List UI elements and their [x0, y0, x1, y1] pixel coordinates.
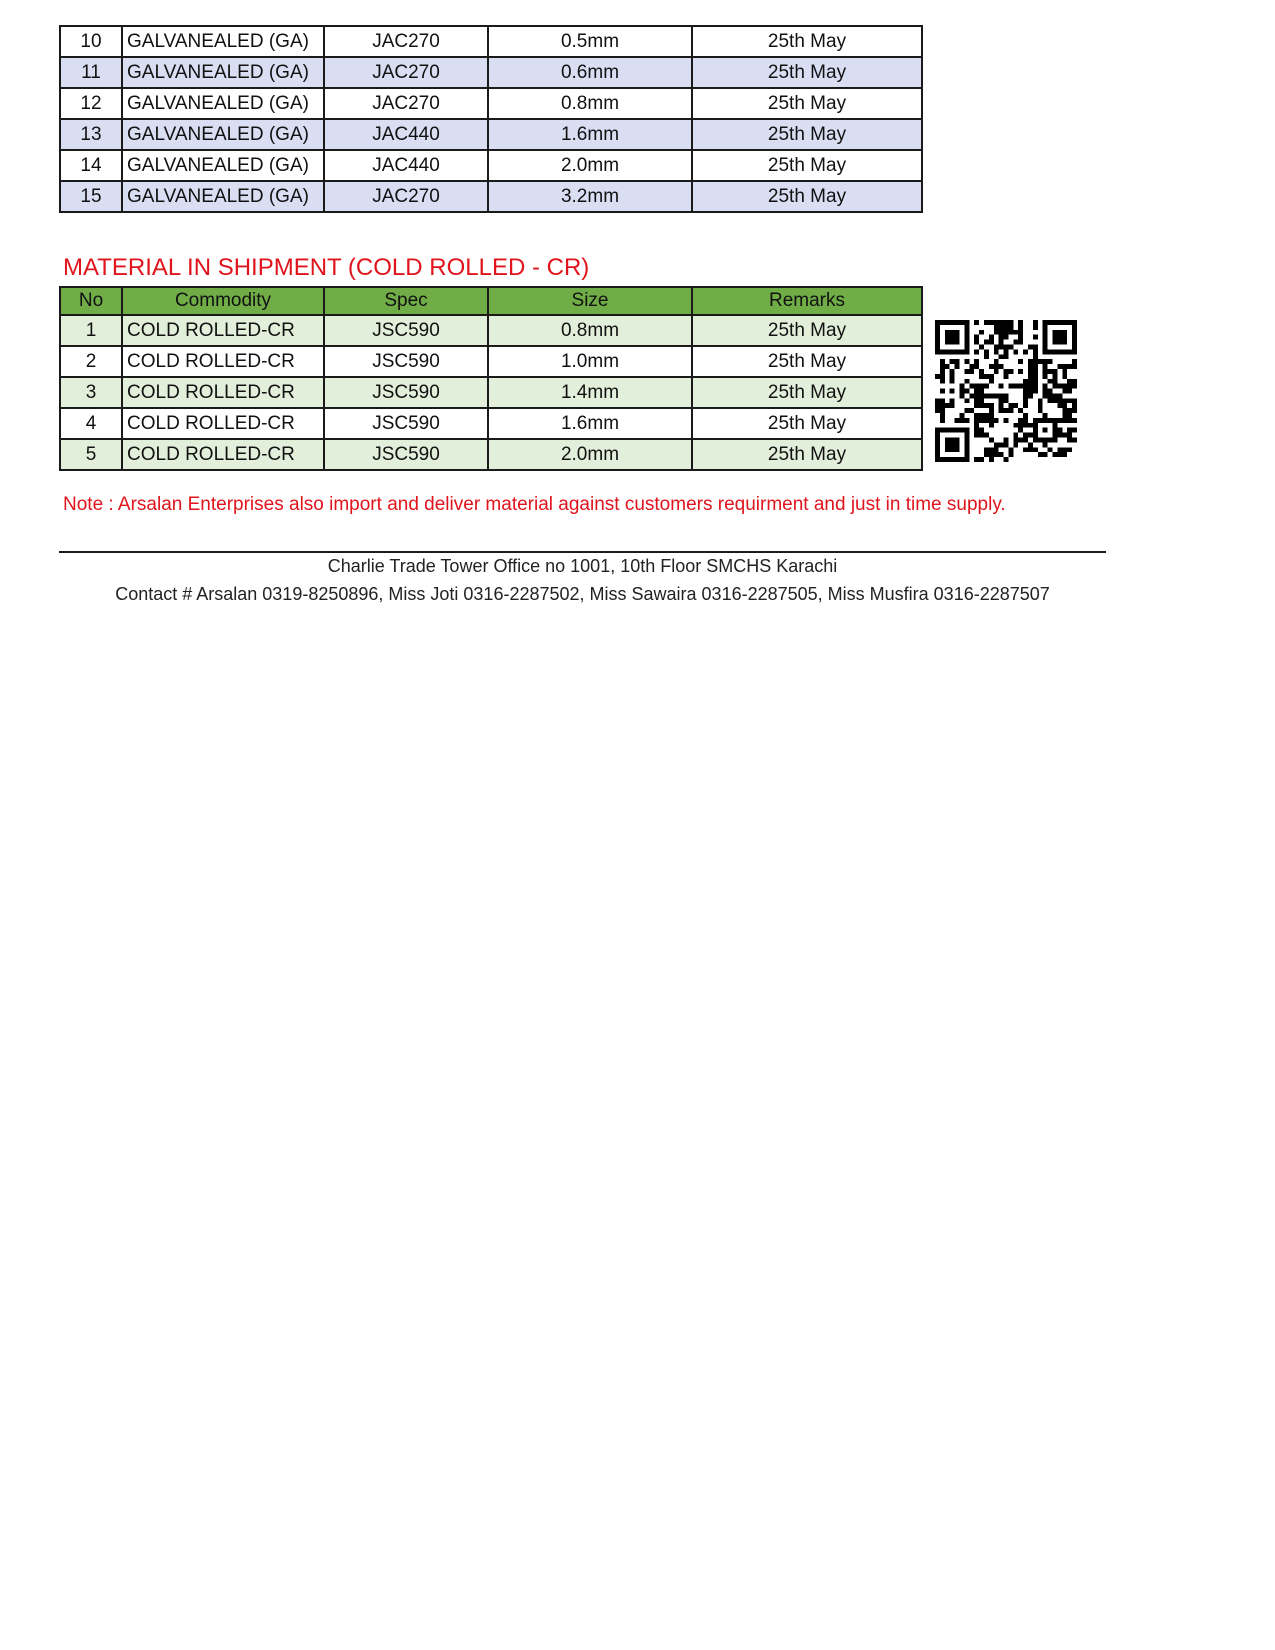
cell-size: 3.2mm [488, 181, 692, 212]
table-row [60, 150, 922, 181]
cell-no: 1 [60, 315, 122, 346]
cold-rolled-table [59, 286, 923, 471]
cell-size: 1.0mm [488, 346, 692, 377]
cell-size: 1.4mm [488, 377, 692, 408]
cell-commodity: COLD ROLLED-CR [122, 377, 324, 408]
qr-code-icon [935, 320, 1077, 462]
header-spec: Spec [324, 287, 488, 315]
table-row [60, 26, 922, 57]
cell-remarks: 25th May [692, 88, 922, 119]
cell-commodity: GALVANEALED (GA) [122, 57, 324, 88]
note-text: Note : Arsalan Enterprises also import and deliver material against customers requirment and just in time supply. [63, 494, 1006, 515]
cell-commodity: GALVANEALED (GA) [122, 150, 324, 181]
table-row [60, 119, 922, 150]
cell-commodity: GALVANEALED (GA) [122, 181, 324, 212]
cell-size: 0.5mm [488, 26, 692, 57]
cell-size: 0.8mm [488, 88, 692, 119]
cell-commodity: COLD ROLLED-CR [122, 408, 324, 439]
footer-contact: Contact # Arsalan 0319-8250896, Miss Joti 0316-2287502, Miss Sawaira 0316-2287505, Miss Musfira 0316-2287507 [115, 584, 1050, 604]
cell-no: 4 [60, 408, 122, 439]
cell-spec: JAC270 [324, 181, 488, 212]
cell-remarks: 25th May [692, 150, 922, 181]
table-row [60, 439, 922, 470]
cell-commodity: GALVANEALED (GA) [122, 88, 324, 119]
cell-commodity: COLD ROLLED-CR [122, 315, 324, 346]
cell-size: 0.6mm [488, 57, 692, 88]
cell-remarks: 25th May [692, 377, 922, 408]
cell-spec: JAC440 [324, 119, 488, 150]
footer-divider [59, 551, 1106, 553]
cell-size: 2.0mm [488, 439, 692, 470]
header-remarks: Remarks [692, 287, 922, 315]
cell-no: 10 [60, 26, 122, 57]
cell-no: 3 [60, 377, 122, 408]
cell-remarks: 25th May [692, 119, 922, 150]
cell-commodity: GALVANEALED (GA) [122, 26, 324, 57]
cell-remarks: 25th May [692, 315, 922, 346]
cell-spec: JAC270 [324, 57, 488, 88]
cell-no: 11 [60, 57, 122, 88]
table-row [60, 408, 922, 439]
cell-commodity: COLD ROLLED-CR [122, 439, 324, 470]
cell-remarks: 25th May [692, 181, 922, 212]
table-row [60, 88, 922, 119]
cell-spec: JSC590 [324, 408, 488, 439]
cell-remarks: 25th May [692, 346, 922, 377]
cell-remarks: 25th May [692, 26, 922, 57]
cell-size: 1.6mm [488, 408, 692, 439]
cell-no: 14 [60, 150, 122, 181]
table-row [60, 315, 922, 346]
cell-spec: JAC270 [324, 88, 488, 119]
cell-size: 0.8mm [488, 315, 692, 346]
footer-address: Charlie Trade Tower Office no 1001, 10th Floor SMCHS Karachi [327, 556, 838, 576]
cell-remarks: 25th May [692, 439, 922, 470]
table-header-row [60, 287, 922, 315]
cell-spec: JAC270 [324, 26, 488, 57]
cell-commodity: GALVANEALED (GA) [122, 119, 324, 150]
cell-remarks: 25th May [692, 408, 922, 439]
cell-spec: JSC590 [324, 439, 488, 470]
header-size: Size [488, 287, 692, 315]
cell-no: 5 [60, 439, 122, 470]
cell-spec: JSC590 [324, 377, 488, 408]
cell-size: 2.0mm [488, 150, 692, 181]
cell-spec: JSC590 [324, 315, 488, 346]
cell-remarks: 25th May [692, 57, 922, 88]
cell-no: 13 [60, 119, 122, 150]
table-row [60, 57, 922, 88]
cell-no: 12 [60, 88, 122, 119]
cell-no: 15 [60, 181, 122, 212]
cell-commodity: COLD ROLLED-CR [122, 346, 324, 377]
table-row [60, 181, 922, 212]
header-commodity: Commodity [122, 287, 324, 315]
cell-size: 1.6mm [488, 119, 692, 150]
table-row [60, 377, 922, 408]
cell-spec: JSC590 [324, 346, 488, 377]
galvanealed-table [59, 25, 923, 213]
header-no: No [60, 287, 122, 315]
cell-no: 2 [60, 346, 122, 377]
table-row [60, 346, 922, 377]
cell-spec: JAC440 [324, 150, 488, 181]
section-title: MATERIAL IN SHIPMENT (COLD ROLLED - CR) [63, 254, 590, 281]
